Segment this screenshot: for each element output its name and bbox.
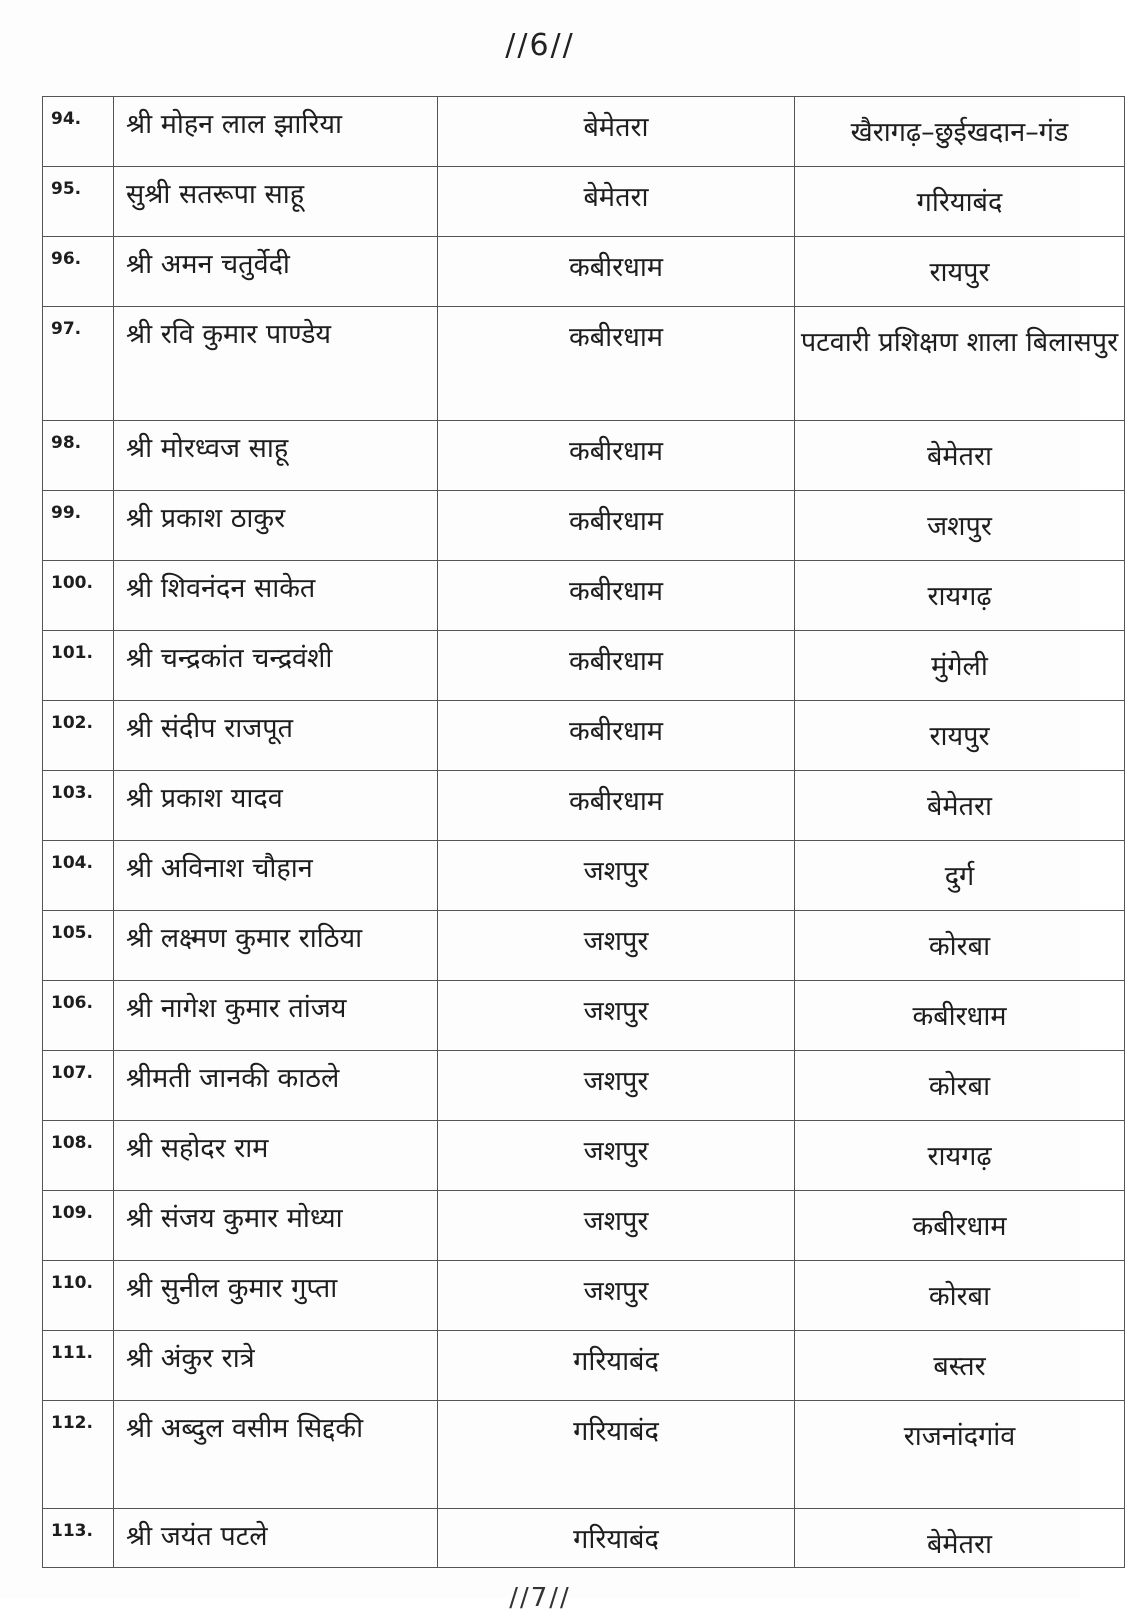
table-row	[43, 911, 1125, 981]
new-posting-text: रायगढ़	[927, 581, 992, 612]
current-district: जशपुर	[438, 1261, 795, 1331]
current-district: कबीरधाम	[438, 701, 795, 771]
serial-number: 102.	[43, 701, 114, 771]
new-posting	[795, 771, 1125, 841]
new-posting	[795, 701, 1125, 771]
new-posting-text: बेमेतरा	[927, 791, 992, 822]
new-posting-text: कोरबा	[928, 1281, 991, 1312]
current-district: बेमेतरा	[438, 97, 795, 167]
current-district: गरियाबंद	[438, 1331, 795, 1401]
new-posting	[795, 491, 1125, 561]
current-district: कबीरधाम	[438, 491, 795, 561]
employee-name: श्री सहोदर राम	[114, 1121, 438, 1191]
table-row	[43, 1401, 1125, 1509]
employee-name: श्री चन्द्रकांत चन्द्रवंशी	[114, 631, 438, 701]
employee-name: श्रीमती जानकी काठले	[114, 1051, 438, 1121]
table-row	[43, 237, 1125, 307]
current-district: कबीरधाम	[438, 237, 795, 307]
new-posting	[795, 631, 1125, 701]
new-posting	[795, 97, 1125, 167]
current-district: जशपुर	[438, 1191, 795, 1261]
table-row	[43, 701, 1125, 771]
serial-number: 111.	[43, 1331, 114, 1401]
table-row	[43, 841, 1125, 911]
employee-name: सुश्री सतरूपा साहू	[114, 167, 438, 237]
new-posting	[795, 1401, 1125, 1509]
new-posting	[795, 1261, 1125, 1331]
new-posting-text: मुंगेली	[931, 651, 988, 682]
new-posting-text: रायगढ़	[927, 1141, 992, 1172]
current-district: जशपुर	[438, 841, 795, 911]
current-district: कबीरधाम	[438, 561, 795, 631]
current-district: जशपुर	[438, 981, 795, 1051]
new-posting-text: रायपुर	[929, 721, 990, 752]
page-number-header: //6//	[505, 28, 575, 63]
new-posting-text: गरियाबंद	[916, 187, 1003, 218]
serial-number: 112.	[43, 1401, 114, 1509]
new-posting	[795, 421, 1125, 491]
current-district: कबीरधाम	[438, 771, 795, 841]
new-posting-text: कोरबा	[928, 931, 991, 962]
new-posting	[795, 1121, 1125, 1191]
current-district: कबीरधाम	[438, 307, 795, 421]
new-posting	[795, 237, 1125, 307]
current-district: कबीरधाम	[438, 631, 795, 701]
new-posting	[795, 167, 1125, 237]
employee-name: श्री प्रकाश यादव	[114, 771, 438, 841]
new-posting	[795, 1051, 1125, 1121]
serial-number: 99.	[43, 491, 114, 561]
new-posting-text: दुर्ग	[944, 861, 975, 892]
new-posting-text: खैरागढ़–छुईखदान–गंड	[850, 117, 1069, 148]
new-posting	[795, 1509, 1125, 1568]
table-row	[43, 1261, 1125, 1331]
new-posting	[795, 841, 1125, 911]
new-posting-text: कोरबा	[928, 1071, 991, 1102]
table-row	[43, 561, 1125, 631]
new-posting-text: कबीरधाम	[912, 1211, 1007, 1242]
current-district: कबीरधाम	[438, 421, 795, 491]
new-posting-text: राजनांदगांव	[903, 1421, 1016, 1452]
employee-name: श्री संजय कुमार मोध्या	[114, 1191, 438, 1261]
serial-number: 103.	[43, 771, 114, 841]
new-posting	[795, 1331, 1125, 1401]
employee-name: श्री अविनाश चौहान	[114, 841, 438, 911]
current-district: जशपुर	[438, 911, 795, 981]
new-posting-text: जशपुर	[927, 511, 992, 542]
new-posting-text: रायपुर	[929, 257, 990, 288]
current-district: जशपुर	[438, 1121, 795, 1191]
serial-number: 97.	[43, 307, 114, 421]
employee-name: श्री अमन चतुर्वेदी	[114, 237, 438, 307]
serial-number: 106.	[43, 981, 114, 1051]
employee-name: श्री मोहन लाल झारिया	[114, 97, 438, 167]
serial-number: 107.	[43, 1051, 114, 1121]
table-row	[43, 421, 1125, 491]
new-posting-text: बेमेतरा	[927, 441, 992, 472]
table-row	[43, 1051, 1125, 1121]
table-row	[43, 167, 1125, 237]
employee-name: श्री संदीप राजपूत	[114, 701, 438, 771]
table-row	[43, 307, 1125, 421]
serial-number: 94.	[43, 97, 114, 167]
serial-number: 98.	[43, 421, 114, 491]
serial-number: 108.	[43, 1121, 114, 1191]
employee-name: श्री अब्दुल वसीम सिद्दकी	[114, 1401, 438, 1509]
employee-name: श्री नागेश कुमार तांजय	[114, 981, 438, 1051]
serial-number: 109.	[43, 1191, 114, 1261]
serial-number: 113.	[43, 1509, 114, 1568]
employee-name: श्री मोरध्वज साहू	[114, 421, 438, 491]
employee-name: श्री प्रकाश ठाकुर	[114, 491, 438, 561]
current-district: जशपुर	[438, 1051, 795, 1121]
employee-name: श्री सुनील कुमार गुप्ता	[114, 1261, 438, 1331]
current-district: गरियाबंद	[438, 1509, 795, 1568]
table-row	[43, 1509, 1125, 1568]
new-posting	[795, 911, 1125, 981]
employee-name: श्री लक्ष्मण कुमार राठिया	[114, 911, 438, 981]
table-row	[43, 491, 1125, 561]
serial-number: 95.	[43, 167, 114, 237]
serial-number: 100.	[43, 561, 114, 631]
table-row	[43, 631, 1125, 701]
serial-number: 105.	[43, 911, 114, 981]
serial-number: 96.	[43, 237, 114, 307]
transfer-table	[42, 96, 1125, 1568]
serial-number: 110.	[43, 1261, 114, 1331]
current-district: गरियाबंद	[438, 1401, 795, 1509]
employee-name: श्री अंकुर रात्रे	[114, 1331, 438, 1401]
table-row	[43, 1191, 1125, 1261]
employee-name: श्री जयंत पटले	[114, 1509, 438, 1568]
new-posting	[795, 561, 1125, 631]
new-posting-text: बस्तर	[933, 1351, 986, 1382]
employee-name: श्री शिवनंदन साकेत	[114, 561, 438, 631]
table-row	[43, 771, 1125, 841]
new-posting-text: बेमेतरा	[927, 1529, 992, 1560]
table-row	[43, 1121, 1125, 1191]
page-number-footer: //7//	[509, 1583, 571, 1613]
new-posting	[795, 981, 1125, 1051]
table-row	[43, 1331, 1125, 1401]
new-posting: पटवारी प्रशिक्षण शाला बिलासपुर	[795, 307, 1125, 421]
new-posting	[795, 1191, 1125, 1261]
table-row	[43, 97, 1125, 167]
serial-number: 101.	[43, 631, 114, 701]
new-posting-text: कबीरधाम	[912, 1001, 1007, 1032]
current-district: बेमेतरा	[438, 167, 795, 237]
table-row	[43, 981, 1125, 1051]
employee-name: श्री रवि कुमार पाण्डेय	[114, 307, 438, 421]
serial-number: 104.	[43, 841, 114, 911]
